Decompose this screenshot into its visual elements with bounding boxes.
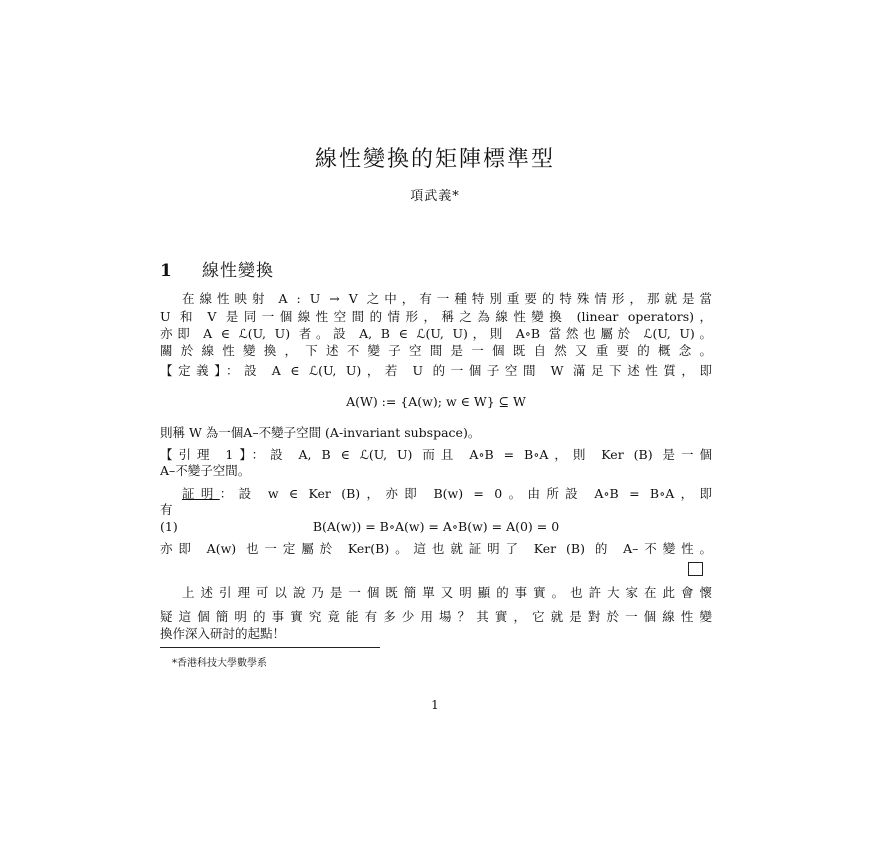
paragraph-line: 亦即 A ∈ ℒ(U, U) 者。設 A, B ∈ ℒ(U, U)，則 A∘B 當然也屬於 ℒ(U, U)。 [160, 326, 712, 341]
section-heading [160, 256, 274, 281]
equation: B(A(w)) = B∘A(w) = A∘B(w) = A(0) = 0 [312, 519, 560, 534]
page-number: 1 [431, 698, 439, 712]
equation-number: (1) [160, 519, 178, 534]
lemma-line: 【引理 1】：設 A, B ∈ ℒ(U, U) 而且 A∘B = B∘A，則 Ker (B) 是一個 [160, 447, 712, 462]
paragraph-line: 在線性映射 A : U → V 之中，有一種特別重要的特殊情形，那就是當 [182, 291, 712, 306]
paragraph-line: 關於線性變換，下述不變子空間是一個既自然又重要的概念。 [160, 343, 712, 358]
proof-text: ：設 w ∈ Ker (B)，亦即 B(w) = 0。由所設 A∘B = B∘A，即 [219, 486, 712, 501]
paragraph-line: 上述引理可以說乃是一個既簡單又明顯的事實。也許大家在此會懷 [182, 585, 712, 600]
definition-line: 【定義】：設 A ∈ ℒ(U, U)，若 U 的一個子空間 W 滿足下述性質，即 [160, 363, 712, 378]
proof-line: 有 [160, 502, 173, 517]
section-number: 1 [160, 261, 172, 281]
paragraph-line: 疑這個簡明的事實究竟能有多少用場？其實，它就是對於一個線性變 [160, 609, 712, 624]
footnote-rule [160, 647, 380, 648]
proof-line [182, 486, 712, 502]
author: 項武義* [410, 189, 460, 204]
lemma-line: A–不變子空間。 [160, 463, 251, 478]
proof-conclusion: 亦即 A(w) 也一定屬於 Ker(B)。這也就証明了 Ker (B) 的 A–不變性。 [160, 541, 712, 556]
footnote: *香港科技大學數學系 [172, 658, 267, 669]
section-title: 線性變換 [202, 261, 274, 281]
proof-label: 証明 [182, 486, 220, 501]
paragraph-line: 換作深入研討的起點！ [160, 626, 286, 641]
paragraph-line: U 和 V 是同一個線性空間的情形，稱之為線性變換 (linear operators)， [160, 309, 712, 324]
document-title: 線性變換的矩陣標準型 [314, 147, 555, 172]
definition-conclusion: 則稱 W 為一個A–不變子空間 (A-invariant subspace)。 [160, 425, 481, 440]
definition-formula: A(W) := {A(w); w ∈ W} ⊆ W [346, 394, 526, 409]
qed-box-icon [688, 562, 703, 576]
